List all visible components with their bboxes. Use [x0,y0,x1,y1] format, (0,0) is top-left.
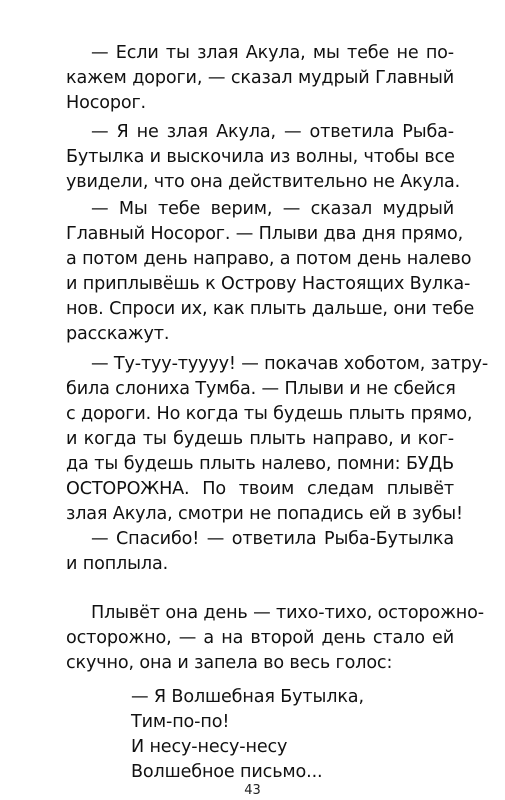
text-line: кажем дороги, — сказал мудрый Главный [66,68,454,88]
page-number: 43 [244,783,261,798]
text-line: и поплыла. [66,554,169,574]
text-line: — Если ты злая Акула, мы тебе не по- [91,43,454,63]
text-line: — Мы тебе верим, — сказал мудрый [91,199,454,219]
text-line: Главный Носорог. — Плыви два дня прямо, [66,224,464,244]
text-line: осторожно, — а на второй день стало ей [66,628,454,648]
text-line: а потом день направо, а потом день налево [66,249,472,269]
poem-line: Тим-по-по! [131,712,230,732]
text-line: ОСТОРОЖНА. По твоим следам плывёт [66,479,454,499]
text-line: злая Акула, смотри не попадись ей в зубы! [66,504,463,524]
text-line: била слониха Тумба. — Плыви и не сбейся [66,379,456,399]
text-line: расскажут. [66,324,170,344]
text-line: Бутылка и выскочила из волны, чтобы все [66,147,455,167]
poem-line: Волшебное письмо... [131,762,323,782]
text-line: скучно, она и запела во весь голос: [66,653,393,673]
text-line: да ты будешь плыть налево, помни: БУДЬ [66,454,454,474]
text-line: — Я не злая Акула, — ответила Рыба- [91,122,454,142]
text-line: — Спасибо! — ответила Рыба-Бутылка [91,529,454,549]
text-line: увидели, что она действительно не Акула. [66,172,461,192]
text-line: нов. Спроси их, как плыть дальше, они тебе [66,299,475,319]
text-line: и приплывёшь к Острову Настоящих Вулка- [66,274,471,294]
text-line: Носорог. [66,93,146,113]
poem-line: — Я Волшебная Бутылка, [131,687,364,707]
poem-line: И несу-несу-несу [131,737,288,757]
text-line: и когда ты будешь плыть направо, и ког- [66,429,454,449]
text-line: Плывёт она день — тихо-тихо, осторожно- [91,603,484,623]
text-line: с дороги. Но когда ты будешь плыть прямо, [66,404,473,424]
text-line: — Ту-туу-туууу! — покачав хоботом, затру- [91,354,489,374]
